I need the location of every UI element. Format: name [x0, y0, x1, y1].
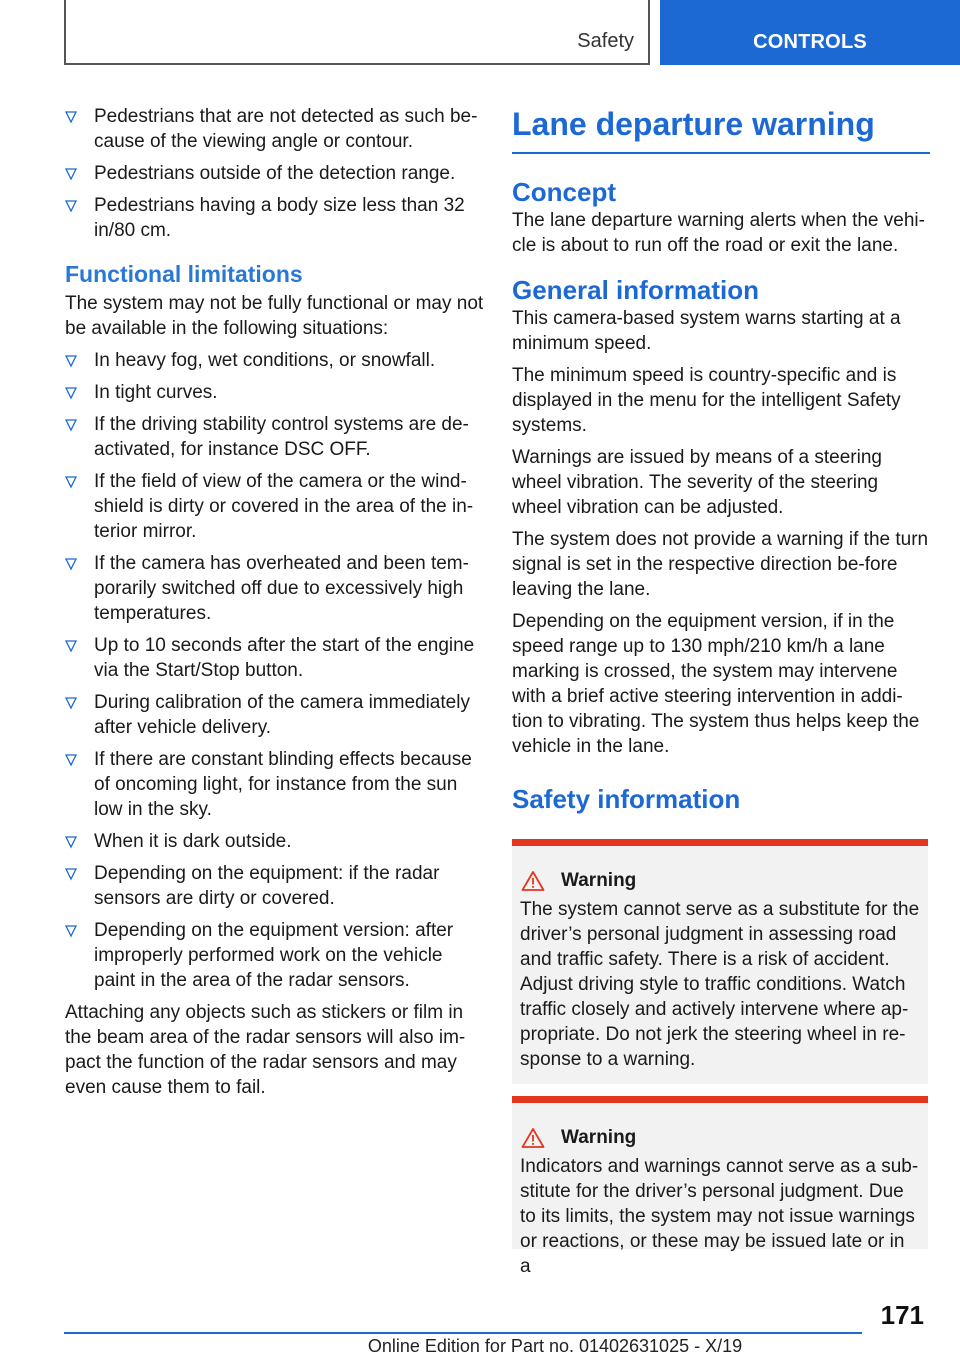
list-item-text: When it is dark outside. — [94, 831, 292, 852]
list-item-text: Pedestrians having a body size less than 32 in/80 cm. — [94, 195, 465, 241]
list-item — [65, 412, 485, 462]
pedestrian-bullet-list — [65, 104, 485, 243]
concept-heading: Concept — [512, 177, 616, 207]
list-item — [65, 690, 485, 740]
header-chapter-tab — [660, 0, 960, 65]
page-title: Lane departure warning — [512, 104, 930, 154]
list-item-text: Pedestrians outside of the detection range. — [94, 163, 456, 184]
general-paragraph: Warnings are issued by means of a steering wheel vibration. The severity of the steering wheel vibration can be adjusted. — [512, 447, 882, 518]
warning-label: Warning — [561, 870, 637, 891]
list-item — [65, 104, 485, 154]
warning-triangle-icon — [521, 1127, 545, 1149]
triangle-bullet-icon — [65, 836, 77, 848]
list-item-text: If the driving stability control systems are de‐activated, for instance DSC OFF. — [94, 414, 469, 460]
header-section-box — [64, 0, 650, 65]
list-item-text: If there are constant blinding effects because of oncoming light, for instance from the sun low in the sky. — [94, 749, 472, 820]
list-item-text: During calibration of the camera immediately after vehicle delivery. — [94, 692, 470, 738]
list-item-text: Pedestrians that are not detected as such be‐cause of the viewing angle or contour. — [94, 106, 478, 152]
list-item-text: In heavy fog, wet conditions, or snowfall. — [94, 350, 436, 371]
list-item — [65, 193, 485, 243]
warning-text: Indicators and warnings cannot serve as a sub‐stitute for the driver’s personal judgment. Due to its limits, the system may not issue warnings or reactions, or these may be issued late or in a — [520, 1156, 919, 1277]
triangle-bullet-icon — [65, 387, 77, 399]
list-item-text: Up to 10 seconds after the start of the engine via the Start/Stop button. — [94, 635, 475, 681]
limitations-bullet-list — [65, 348, 485, 993]
general-paragraph: Depending on the equipment version, if in the speed range up to 130 mph/210 km/h a lane marking is crossed, the system may intervene with a brief active steering intervention in addi‐tion to vibrating. The system thus helps keep the vehicle in the lane. — [512, 611, 920, 757]
functional-limitations-closing: Attaching any objects such as stickers or film in the beam area of the radar sensors will also im‐pact the function of the radar sensors and may even cause them to fail. — [65, 1002, 466, 1098]
triangle-bullet-icon — [65, 925, 77, 937]
footer-divider — [64, 1332, 862, 1334]
footer-edition-text: Online Edition for Part no. 01402631025 - X/19 — [367, 1336, 743, 1356]
list-item — [65, 348, 485, 373]
warning-text: The system cannot serve as a substitute for the driver’s personal judgment in assessing road and traffic safety. There is a risk of accident. Adjust driving style to traffic conditions. Watch traffic closely and actively intervene where ap‐propriate. Do not jerk the steering wheel in re‐sponse to a warning. — [520, 899, 920, 1070]
list-item — [65, 161, 485, 186]
triangle-bullet-icon — [65, 476, 77, 488]
warning-header — [520, 868, 920, 893]
warning-header — [520, 1125, 920, 1150]
warning-box — [512, 1096, 928, 1277]
right-column — [512, 104, 930, 1277]
list-item-text: If the field of view of the camera or the wind‐shield is dirty or covered in the area of the in‐terior mirror. — [94, 471, 474, 542]
triangle-bullet-icon — [65, 200, 77, 212]
list-item-text: Depending on the equipment: if the radar sensors are dirty or covered. — [94, 863, 440, 909]
left-column — [65, 104, 485, 1107]
header-chapter-label: CONTROLS — [753, 31, 867, 53]
warning-label: Warning — [561, 1127, 637, 1148]
safety-information-heading: Safety information — [512, 784, 741, 814]
functional-limitations-heading: Functional limitations — [65, 261, 303, 287]
triangle-bullet-icon — [65, 868, 77, 880]
page-number: 171 — [880, 1300, 924, 1330]
list-item — [65, 380, 485, 405]
functional-limitations-intro: The system may not be fully functional or may not be available in the following situations: — [65, 293, 484, 339]
list-item — [65, 469, 485, 544]
list-item-text: If the camera has overheated and been tem‐porarily switched off due to excessively high temperatures. — [94, 553, 469, 624]
warning-triangle-icon — [521, 870, 545, 892]
list-item — [65, 747, 485, 822]
concept-text: The lane departure warning alerts when the vehi‐cle is about to run off the road or exit the lane. — [512, 210, 925, 256]
general-paragraph: The minimum speed is country-specific and is displayed in the menu for the intelligent Safety systems. — [512, 365, 901, 436]
general-information-heading: General information — [512, 275, 760, 305]
list-item-text: Depending on the equipment version: after improperly performed work on the vehicle paint in the area of the radar sensors. — [94, 920, 454, 991]
general-paragraph: The system does not provide a warning if the turn signal is set in the respective direction be‐fore leaving the lane. — [512, 529, 929, 600]
triangle-bullet-icon — [65, 697, 77, 709]
triangle-bullet-icon — [65, 558, 77, 570]
triangle-bullet-icon — [65, 640, 77, 652]
warning-box — [512, 839, 928, 1084]
list-item-text: In tight curves. — [94, 382, 218, 403]
list-item — [65, 633, 485, 683]
triangle-bullet-icon — [65, 111, 77, 123]
triangle-bullet-icon — [65, 355, 77, 367]
triangle-bullet-icon — [65, 168, 77, 180]
list-item — [65, 551, 485, 626]
list-item — [65, 829, 485, 854]
triangle-bullet-icon — [65, 754, 77, 766]
general-paragraph: This camera-based system warns starting at a minimum speed. — [512, 308, 901, 354]
triangle-bullet-icon — [65, 419, 77, 431]
list-item — [65, 861, 485, 911]
header-section-label: Safety — [577, 30, 634, 52]
list-item — [65, 918, 485, 993]
